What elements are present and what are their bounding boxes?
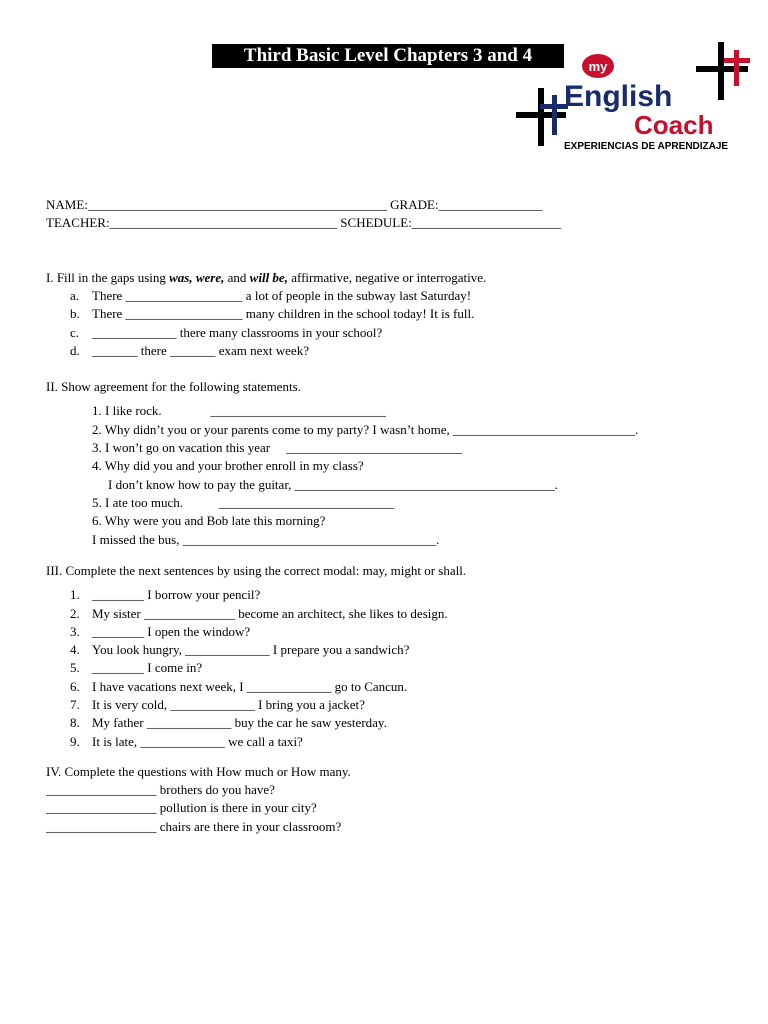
list-item: ________ I borrow your pencil? [92, 587, 261, 602]
list-item: _________________ pollution is there in your city? [46, 800, 317, 815]
section-1-word-will-be: will be, [249, 270, 288, 285]
list-item: 2. Why didn’t you or your parents come to my party? I wasn’t home, ____________________________. [92, 422, 639, 437]
list-item: _____________ there many classrooms in your school? [92, 325, 383, 340]
list-marker: 9. [70, 734, 80, 749]
logo-coach-text: Coach [634, 110, 714, 140]
list-item: 4. Why did you and your brother enroll in my class? [92, 458, 364, 473]
list-item: _________________ brothers do you have? [46, 782, 275, 797]
list-item: 6. Why were you and Bob late this morning? [92, 513, 326, 528]
list-item: It is late, _____________ we call a taxi? [92, 734, 303, 749]
section-4-heading: IV. Complete the questions with How much or How many. [46, 764, 351, 779]
list-item: 1. I like rock. ___________________________ [92, 403, 386, 418]
section-2-heading: II. Show agreement for the following statements. [46, 379, 301, 394]
section-3-heading: III. Complete the next sentences by using the correct modal: may, might or shall. [46, 563, 467, 578]
section-1-and: and [224, 270, 250, 285]
list-item: I missed the bus, _______________________________________. [92, 532, 440, 547]
list-item: ________ I open the window? [92, 624, 251, 639]
teacher-schedule-line: TEACHER:___________________________________ SCHEDULE:_______________________ [46, 215, 562, 230]
list-item: ________ I come in? [92, 660, 203, 675]
list-item: My sister ______________ become an architect, she likes to design. [92, 606, 448, 621]
list-marker: 6. [70, 679, 80, 694]
list-item: There __________________ many children in the school today! It is full. [92, 306, 475, 321]
list-item: _______ there _______ exam next week? [92, 343, 309, 358]
section-1-heading [46, 270, 486, 286]
list-marker: a. [70, 288, 80, 303]
name-grade-line: NAME:______________________________________________ GRADE:________________ [46, 197, 543, 212]
cross-left-icon [516, 88, 568, 146]
list-marker: b. [70, 306, 80, 321]
list-item: My father _____________ buy the car he saw yesterday. [92, 715, 387, 730]
list-marker: 1. [70, 587, 80, 602]
list-marker: d. [70, 343, 80, 358]
list-item: 3. I won’t go on vacation this year ___________________________ [92, 440, 462, 455]
list-item: 5. I ate too much. ___________________________ [92, 495, 395, 510]
list-marker: 2. [70, 606, 80, 621]
list-marker: c. [70, 325, 80, 340]
list-marker: 4. [70, 642, 80, 657]
list-item: I don’t know how to pay the guitar, ________________________________________. [108, 477, 558, 492]
logo-tagline-text: EXPERIENCIAS DE APRENDIZAJE [564, 141, 729, 152]
cross-right-icon [696, 42, 750, 100]
list-marker: 3. [70, 624, 80, 639]
list-item: It is very cold, _____________ I bring you a jacket? [92, 697, 365, 712]
worksheet-title: Third Basic Level Chapters 3 and 4 [212, 44, 564, 68]
section-1-intro: I. Fill in the gaps using [46, 270, 170, 285]
list-marker: 7. [70, 697, 80, 712]
list-marker: 8. [70, 715, 80, 730]
section-1-rest: affirmative, negative or interrogative. [287, 270, 487, 285]
logo-english-text: English [564, 80, 673, 113]
section-1-word-was-were: was, were, [169, 270, 225, 285]
list-item: _________________ chairs are there in your classroom? [46, 819, 342, 834]
list-item: There __________________ a lot of people in the subway last Saturday! [92, 288, 472, 303]
list-item: I have vacations next week, I _____________ go to Cancun. [92, 679, 408, 694]
my-english-coach-logo [512, 40, 760, 152]
list-marker: 5. [70, 660, 80, 675]
logo-my-text: my [588, 59, 608, 74]
list-item: You look hungry, _____________ I prepare you a sandwich? [92, 642, 410, 657]
